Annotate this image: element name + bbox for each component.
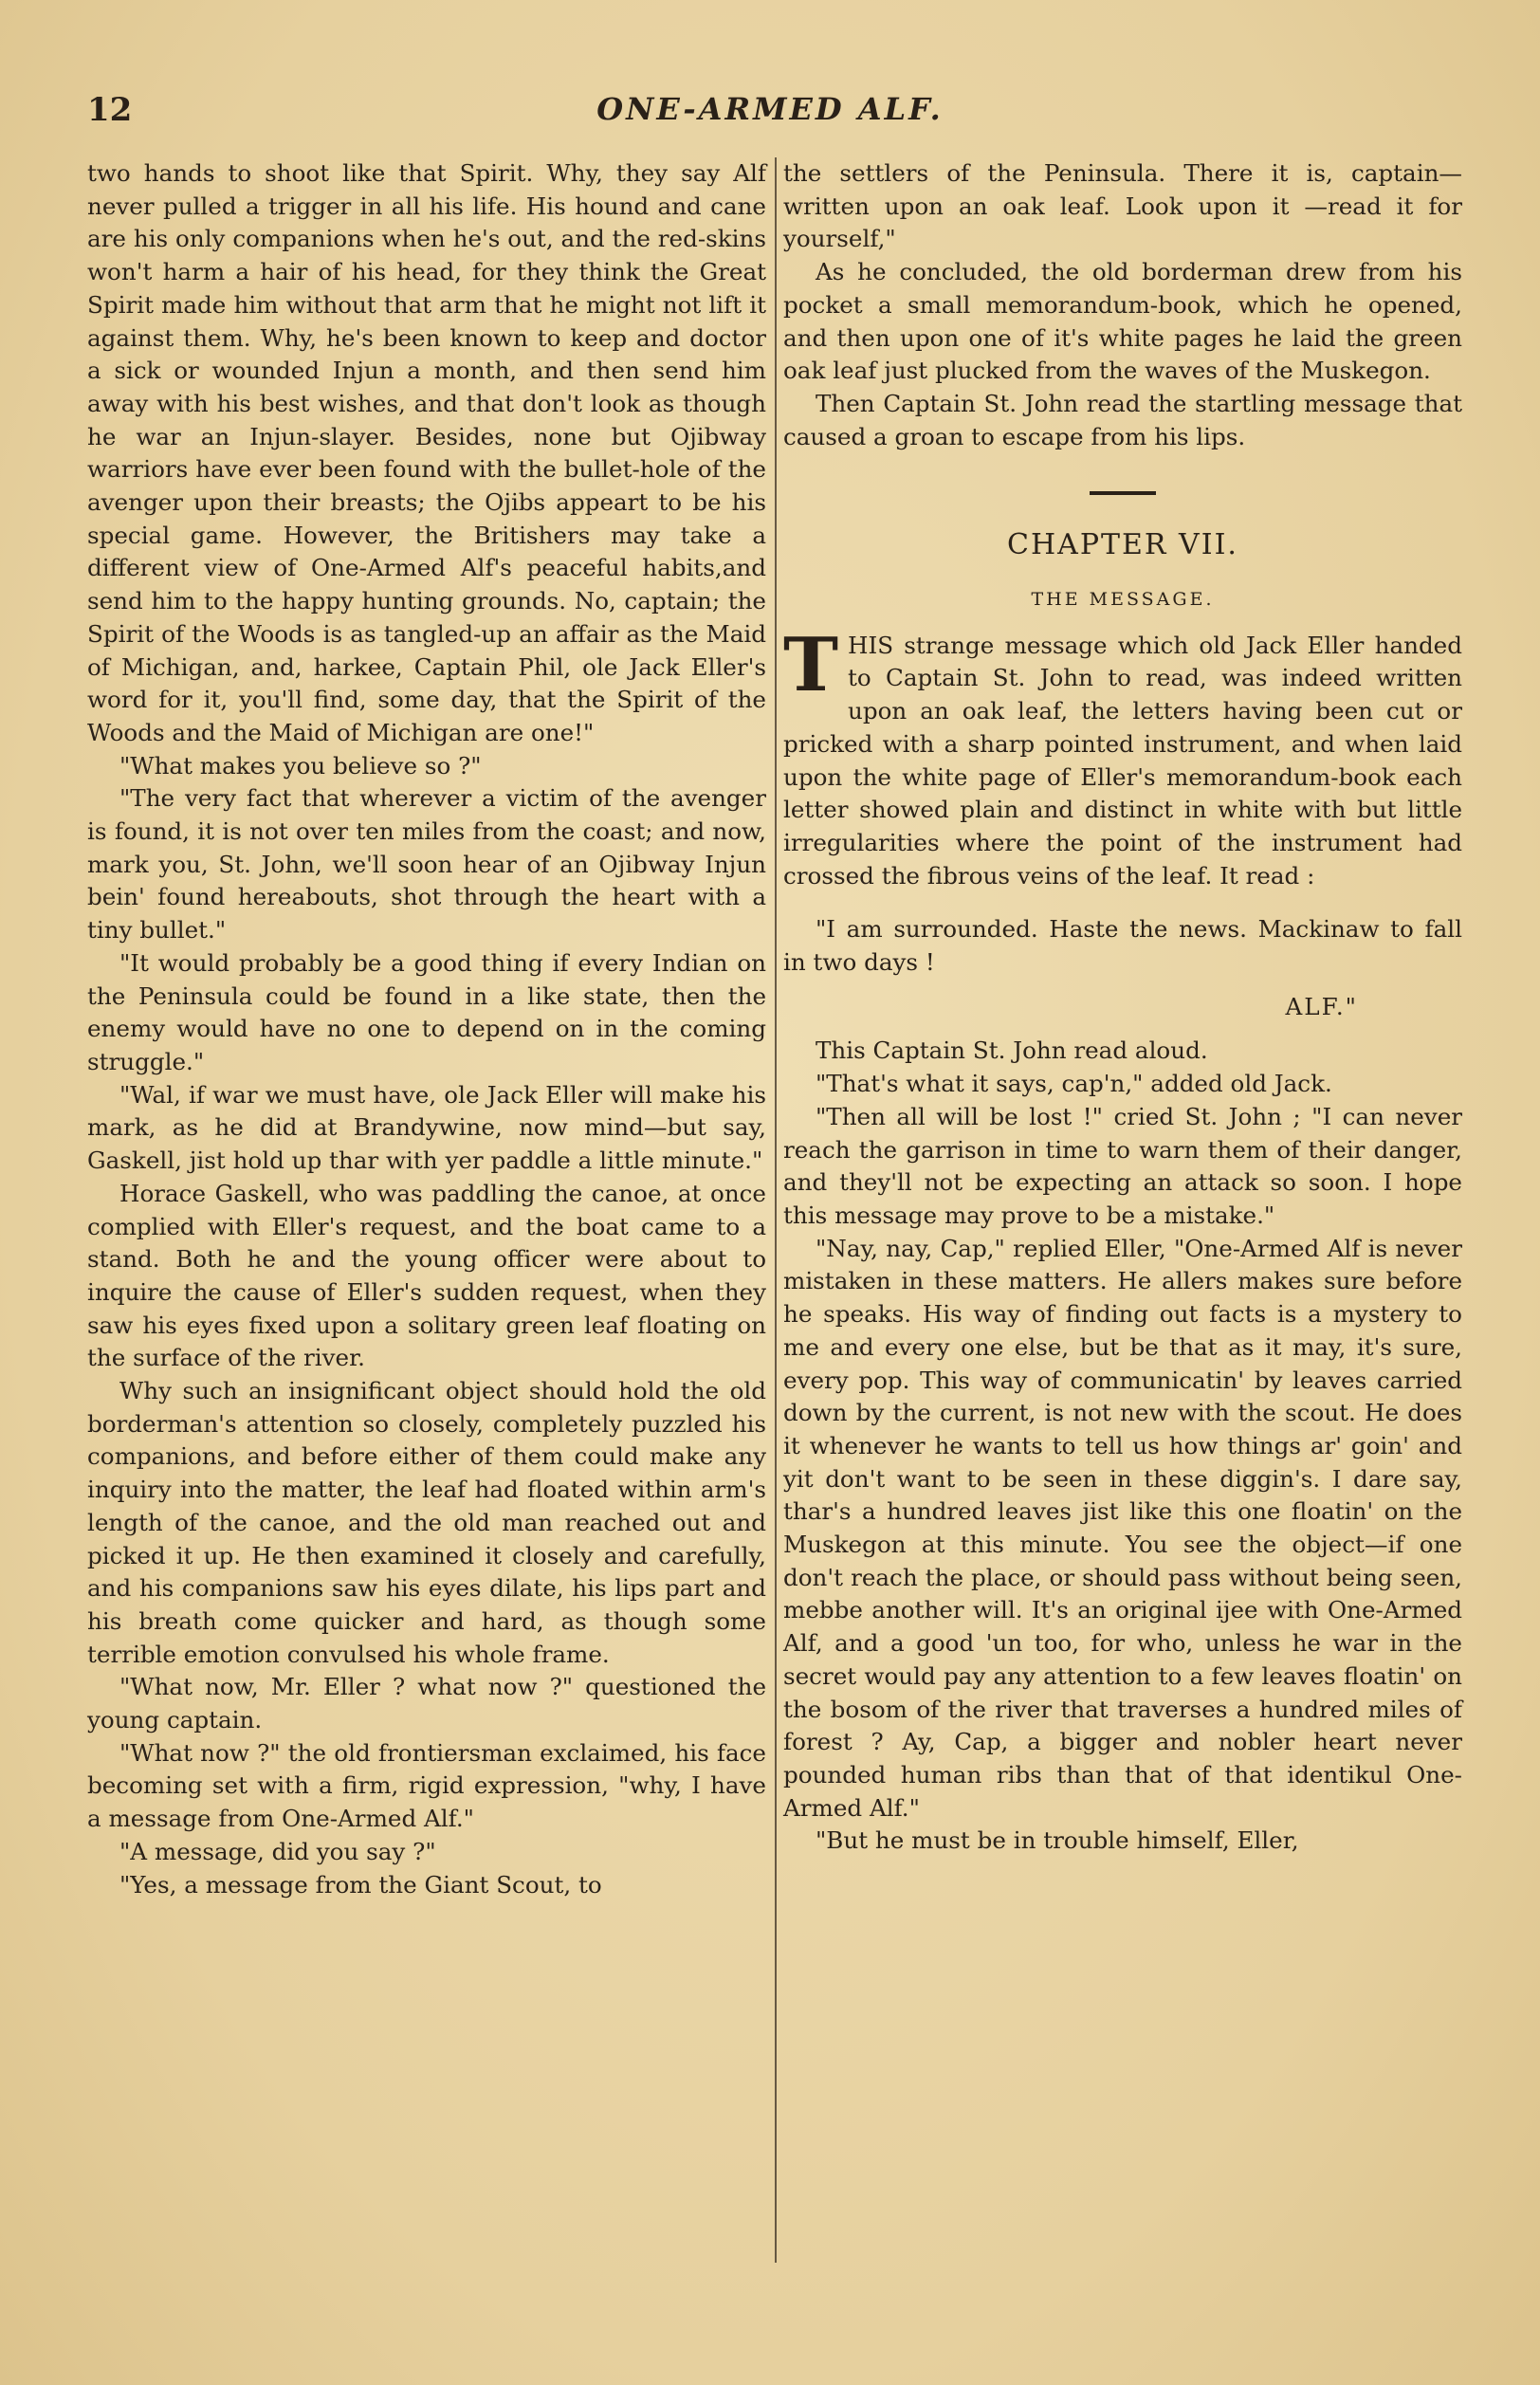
paragraph: "What now, Mr. Eller ? what now ?" questioned the young captain. bbox=[87, 1673, 766, 1734]
paragraph: "Then all will be lost !" cried St. John ; "I can never reach the garrison in time to warn them of their danger, and they'll not be expecting an attack so soon. I hope this message may prove to be a mistake." bbox=[783, 1102, 1462, 1229]
right-column bbox=[783, 157, 1462, 1858]
column-divider bbox=[775, 157, 777, 2263]
paragraph: "What now ?" the old frontiersman exclaimed, his face becoming set with a firm, rigid expression, "why, I have a message from One-Armed Alf." bbox=[87, 1738, 766, 1833]
chapter-subtitle: THE MESSAGE. bbox=[1031, 589, 1215, 611]
paragraph: "Wal, if war we must have, ole Jack Eller will make his mark, as he did at Brandywine, now mind—but say, Gaskell, jist hold up thar with yer paddle a little minute." bbox=[87, 1080, 766, 1175]
message-signature: ALF." bbox=[1285, 992, 1358, 1020]
opening-text: HIS strange message which old Jack Eller handed to Captain St. John to read, was indeed written upon an oak leaf, the letters having been cut or pricked with a sharp pointed instrument, and when laid upon the white page of Eller's memorandum-book each letter showed plain and distinct in white with but little irregularities where the point of the instrument had crossed the fibrous veins of the leaf. It read : bbox=[783, 631, 1462, 890]
paragraph: "But he must be in trouble himself, Eller, bbox=[816, 1826, 1299, 1855]
chapter-title: CHAPTER VII. bbox=[1007, 528, 1238, 562]
drop-cap: T bbox=[783, 621, 839, 708]
opening-paragraph bbox=[783, 621, 1462, 893]
leaf-message bbox=[783, 913, 1462, 1023]
paragraph: "It would probably be a good thing if every Indian on the Peninsula could be found in a like state, then the enemy would have no one to depend on in the coming struggle." bbox=[87, 948, 766, 1075]
left-column bbox=[87, 157, 766, 1901]
paragraph: "Yes, a message from the Giant Scout, to bbox=[119, 1870, 602, 1899]
paragraph: "What makes you believe so ?" bbox=[119, 751, 482, 780]
page-header bbox=[0, 91, 1540, 148]
paragraph: the settlers of the Peninsula. There it is, captain—written upon an oak leaf. Look upon it —read it for yourself," bbox=[783, 159, 1462, 253]
running-title: ONE-ARMED ALF. bbox=[596, 91, 944, 127]
paragraph: Then Captain St. John read the startling message that caused a groan to escape from his lips. bbox=[783, 389, 1462, 450]
paragraph: This Captain St. John read aloud. bbox=[816, 1037, 1208, 1065]
paragraph: Horace Gaskell, who was paddling the canoe, at once complied with Eller's request, and the boat came to a stand. Both he and the young officer were about to inquire the cause of Eller's sudden request, when they saw his eyes fixed upon a solitary green leaf floating on the surface of the river. bbox=[87, 1179, 766, 1372]
paragraph: two hands to shoot like that Spirit. Why, they say Alf never pulled a trigger in all his life. His hound and cane are his only companions when he's out, and the red-skins won't harm a hair of his head, for they think the Great Spirit made him without that arm that he might not lift it against them. Why, he's been known to keep and doctor a sick or wounded Injun a month, and then send him away with his best wishes, and that don't look as though he war an Injun-slayer. Besides, none but Ojibway warriors have ever been found with the bullet-hole of the avenger upon their breasts; the Ojibs appeart to be his special game. However, the Britishers may take a different view of One-Armed Alf's peaceful habits,and send him to the happy hunting grounds. No, captain; the Spirit of the Woods is as tangled-up an affair as the Maid of Michigan, and, harkee, Captain Phil, ole Jack Eller's word for it, you'll find, some day, that the Spirit of the Woods and the Maid of Michigan are one!" bbox=[87, 159, 766, 746]
paragraph: "That's what it says, cap'n," added old Jack. bbox=[816, 1070, 1332, 1098]
paragraph: As he concluded, the old borderman drew from his pocket a small memorandum-book, which he opened, and then upon one of it's white pages he laid the green oak leaf just plucked from the waves of the Muskegon. bbox=[783, 258, 1462, 385]
paragraph: "A message, did you say ?" bbox=[119, 1837, 436, 1865]
paragraph: "The very fact that wherever a victim of the avenger is found, it is not over ten miles from the coast; and now, mark you, St. John, we'll soon hear of an Ojibway Injun bein' found hereabouts, shot through the heart with a tiny bullet." bbox=[87, 784, 766, 945]
paragraph: Why such an insignificant object should hold the old borderman's attention so closely, completely puzzled his companions, and before either of them could make any inquiry into the matter, the leaf had floated within arm's length of the canoe, and the old man reached out and picked it up. He then examined it closely and carefully, and his companions saw his eyes dilate, his lips part and his breath come quicker and hard, as though some terrible emotion convulsed his whole frame. bbox=[87, 1377, 766, 1668]
section-ornament bbox=[1090, 491, 1156, 495]
message-text: "I am surrounded. Haste the news. Mackinaw to fall in two days ! bbox=[783, 915, 1462, 977]
page-number: 12 bbox=[87, 91, 133, 129]
paragraph: "Nay, nay, Cap," replied Eller, "One-Armed Alf is never mistaken in these matters. He allers makes sure before he speaks. His way of finding out facts is a mystery to me and every one else, but be that as it may, it's sure, every pop. This way of communicatin' by leaves carried down by the current, is not new with the scout. He does it whenever he wants to tell us how things ar' goin' and yit don't want to be seen in these diggin's. I dare say, thar's a hundred leaves jist like this one floatin' on the Muskegon at this minute. You see the object—if one don't reach the place, or should pass without being seen, mebbe another will. It's an original ijee with One-Armed Alf, and a good 'un too, for who, unless he war in the secret would pay any attention to a few leaves floatin' on the bosom of the river that traverses a hundred miles of forest ? Ay, Cap, a bigger and nobler heart never pounded human ribs than that of that identikul One-Armed Alf." bbox=[783, 1234, 1462, 1822]
